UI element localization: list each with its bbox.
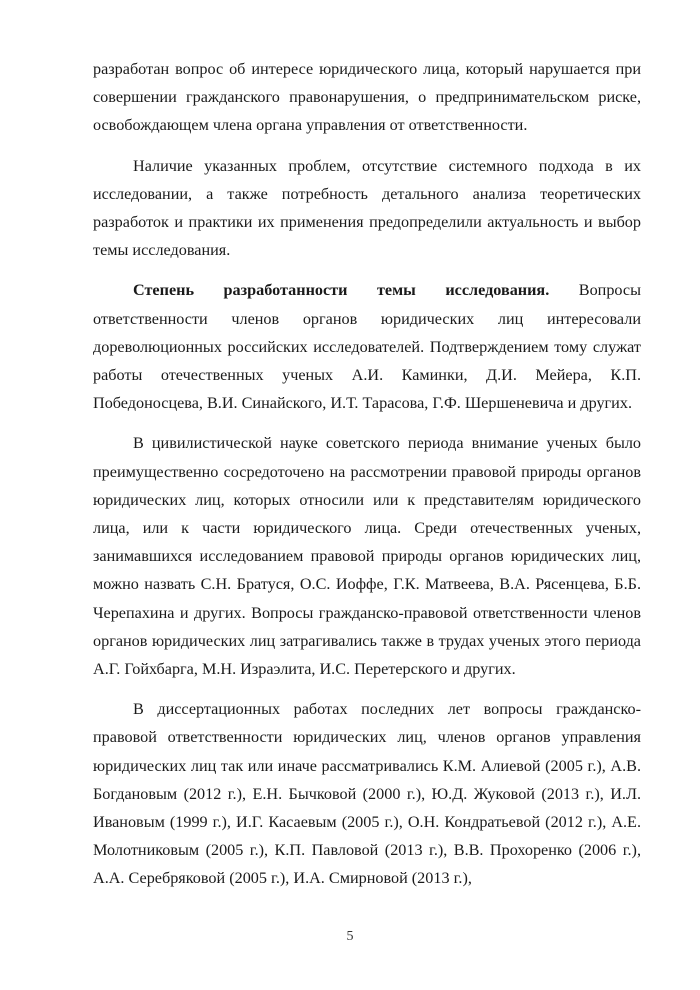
paragraph-text: Вопросы ответственности членов органов юридических лиц интересовали дореволюционных российских исследователей. Подтверждением тому служат работы отечественных ученых А.И. Каминки, Д.И. Мейера, К.П. Победоносцева, В.И. Синайского, И.Т. Тарасова, Г.Ф. Шершеневича и других. — [93, 281, 641, 413]
page-number: 5 — [346, 929, 354, 944]
body-text — [93, 55, 641, 893]
paragraph-text: В цивилистической науке советского периода внимание ученых было преимущественно сосредоточено на рассмотрении правовой природы органов юридических лиц, которых относили или к представителям юридического лица, или к части юридического лица. Среди отечественных ученых, занимавшихся исследованием правовой природы органов юридических лиц, можно назвать С.Н. Братуся, О.С. Иоффе, Г.К. Матвеева, В.А. Рясенцева, Б.Б. Черепахина и других. Вопросы гражданско-правовой ответственности членов органов юридических лиц затрагивались также в трудах ученых этого периода А.Г. Гойхбарга, М.Н. Израэлита, И.С. Перетерского и других. — [93, 434, 641, 679]
paragraph-text: В диссертационных работах последних лет вопросы гражданско-правовой ответственности юридических лиц, членов органов управления юридических лиц так или иначе рассматривались К.М. Алиевой (2005 г.), А.В. Богдановым (2012 г.), Е.Н. Бычковой (2000 г.), Ю.Д. Жуковой (2013 г.), И.Л. Ивановым (1999 г.), И.Г. Касаевым (2005 г.), О.Н. Кондратьевой (2012 г.), А.Е. Молотниковым (2005 г.), К.П. Павловой (2013 г.), В.В. Прохоренко (2006 г.), А.А. Серебряковой (2005 г.), И.А. Смирновой (2013 г.), — [93, 700, 641, 888]
paragraph-dissertations — [93, 695, 641, 892]
paragraph-continuation — [93, 55, 641, 140]
paragraph-text: разработан вопрос об интересе юридического лица, который нарушается при совершении гражданского правонарушения, о предпринимательском риске, освобождающем члена органа управления от ответственности. — [93, 60, 641, 135]
paragraph-soviet-period — [93, 429, 641, 683]
paragraph-degree-of-development — [93, 276, 641, 417]
paragraph-text: Наличие указанных проблем, отсутствие системного подхода в их исследовании, а также потребность детального анализа теоретических разработок и практики их применения предопределили актуальность и выбор темы исследования. — [93, 156, 641, 260]
section-heading-inline: Степень разработанности темы исследования. — [133, 281, 550, 300]
paragraph-relevance — [93, 152, 641, 265]
